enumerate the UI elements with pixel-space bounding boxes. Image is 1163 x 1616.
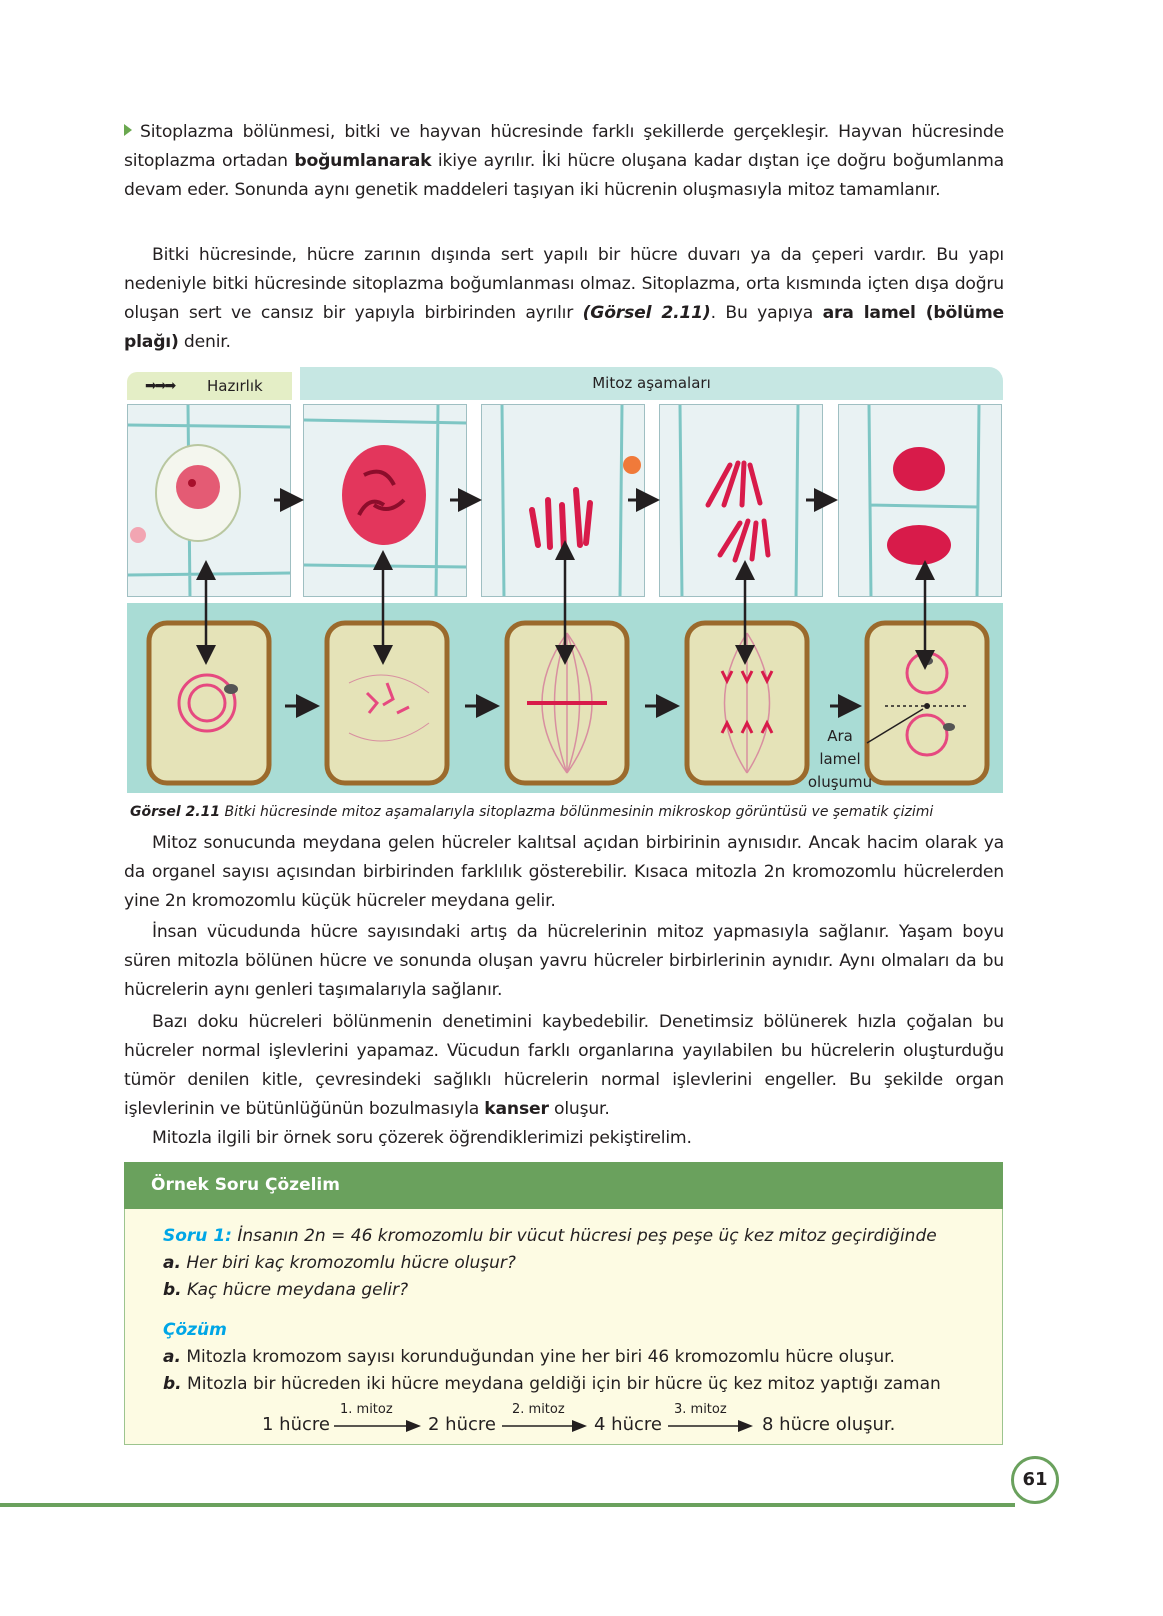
arrows-icon: ➡➡➡ <box>145 378 175 394</box>
paragraph-plant-cell: Bitki hücresinde, hücre zarının dışında sert yapılı bir hücre duvarı ya da çeperi vardır. Bu yapı nedeniyle bitki hücresinde sitoplazma boğumlanması olmaz. Sitoplazma, orta kısmında içten dışa doğru oluşan sert ve cansız bir yapıyla birbirinden ayrılır (Görsel 2.11). Bu yapıya ara lamel (bölüme plağı) denir. <box>124 245 1004 352</box>
flow-step-1: 1 hücre <box>262 1414 330 1435</box>
connection-arrows <box>0 0 1163 800</box>
example-header: Örnek Soru Çözelim <box>124 1162 1003 1209</box>
paragraph-cytoplasm-division: Sitoplazma bölünmesi, bitki ve hayvan hücresinde farklı şekillerde gerçekleşir. Hayvan hücresinde sitoplazma ortadan boğumlanarak ikiye ayrılır. İki hücre oluşana kadar dıştan içe doğru boğumlanma devam eder. Sonunda aynı genetik maddeleri taşıyan iki hücrenin oluşmasıyla mitoz tamamlanır. <box>124 122 1004 200</box>
paragraph-human-body: İnsan vücudunda hücre sayısındaki artış da hücrelerinin mitoz yapmasıyla sağlanır. Yaşam boyu süren mitozla bölünen hücre ve sonunda oluşan yavru hücreler birbirlerinin aynıdır. Aynı olmaları da bu hücrelerin aynı genleri taşımalarıyla sağlanır. <box>124 922 1004 1000</box>
flow-label-2: 2. mitoz <box>512 1402 565 1417</box>
paragraph-cancer: Bazı doku hücreleri bölünmenin denetimini kaybedebilir. Denetimsiz bölünerek hızla çoğalan bu hücreler normal işlevlerini yapamaz. Vücudun farklı organlarına yayılabilen bu hücrelerin oluşturduğu tümör denilen kitle, çevresindeki sağlıklı hücrelerin normal işlevlerini engeller. Bu şekilde organ işlevlerinin ve bütünlüğünün bozulmasıyla kanser oluşur. <box>124 1012 1004 1119</box>
question-b: b. Kaç hücre meydana gelir? <box>163 1280 409 1300</box>
paragraph-mitosis-result: Mitoz sonucunda meydana gelen hücreler kalıtsal açıdan birbirinin aynısıdır. Ancak hacim olarak ya da organel sayısı açısından birbirinden farklılık gösterebilir. Kısaca mitozla 2n kromozomlu hücrelerden yine 2n kromozomlu küçük hücreler meydana gelir. <box>124 833 1004 911</box>
question-a: a. Her biri kaç kromozomlu hücre oluşur? <box>163 1253 516 1273</box>
flow-label-3: 3. mitoz <box>674 1402 727 1417</box>
solution-b: b. Mitozla bir hücreden iki hücre meydana geldiği için bir hücre üç kez mitoz yaptığı zaman <box>163 1374 941 1394</box>
flow-label-1: 1. mitoz <box>340 1402 393 1417</box>
footer-line <box>0 1503 1015 1507</box>
page-number: 61 <box>1011 1456 1059 1504</box>
cell-count-flow <box>0 1402 1163 1442</box>
prep-label: Hazırlık <box>207 377 263 395</box>
figure-caption: Görsel 2.11 Bitki hücresinde mitoz aşamalarıyla sitoplazma bölünmesinin mikroskop görüntüsü ve şematik çizimi <box>130 804 934 820</box>
flow-step-3: 4 hücre <box>594 1414 662 1435</box>
flow-step-2: 2 hücre <box>428 1414 496 1435</box>
question-line: Soru 1: İnsanın 2n = 46 kromozomlu bir vücut hücresi peş peşe üç kez mitoz geçirdiğinde <box>163 1226 937 1246</box>
paragraph-example-intro: Mitozla ilgili bir örnek soru çözerek öğrendiklerimizi pekiştirelim. <box>152 1128 692 1148</box>
solution-a: a. Mitozla kromozom sayısı korunduğundan yine her biri 46 kromozomlu hücre oluşur. <box>163 1347 895 1367</box>
flow-step-4: 8 hücre oluşur. <box>762 1414 896 1435</box>
solution-label: Çözüm <box>163 1320 227 1340</box>
flow-arrows <box>0 1412 1163 1442</box>
ara-lamel-label: Ara lamel oluşumu <box>807 727 873 791</box>
figure-stages-header: Mitoz aşamaları <box>300 367 1003 400</box>
